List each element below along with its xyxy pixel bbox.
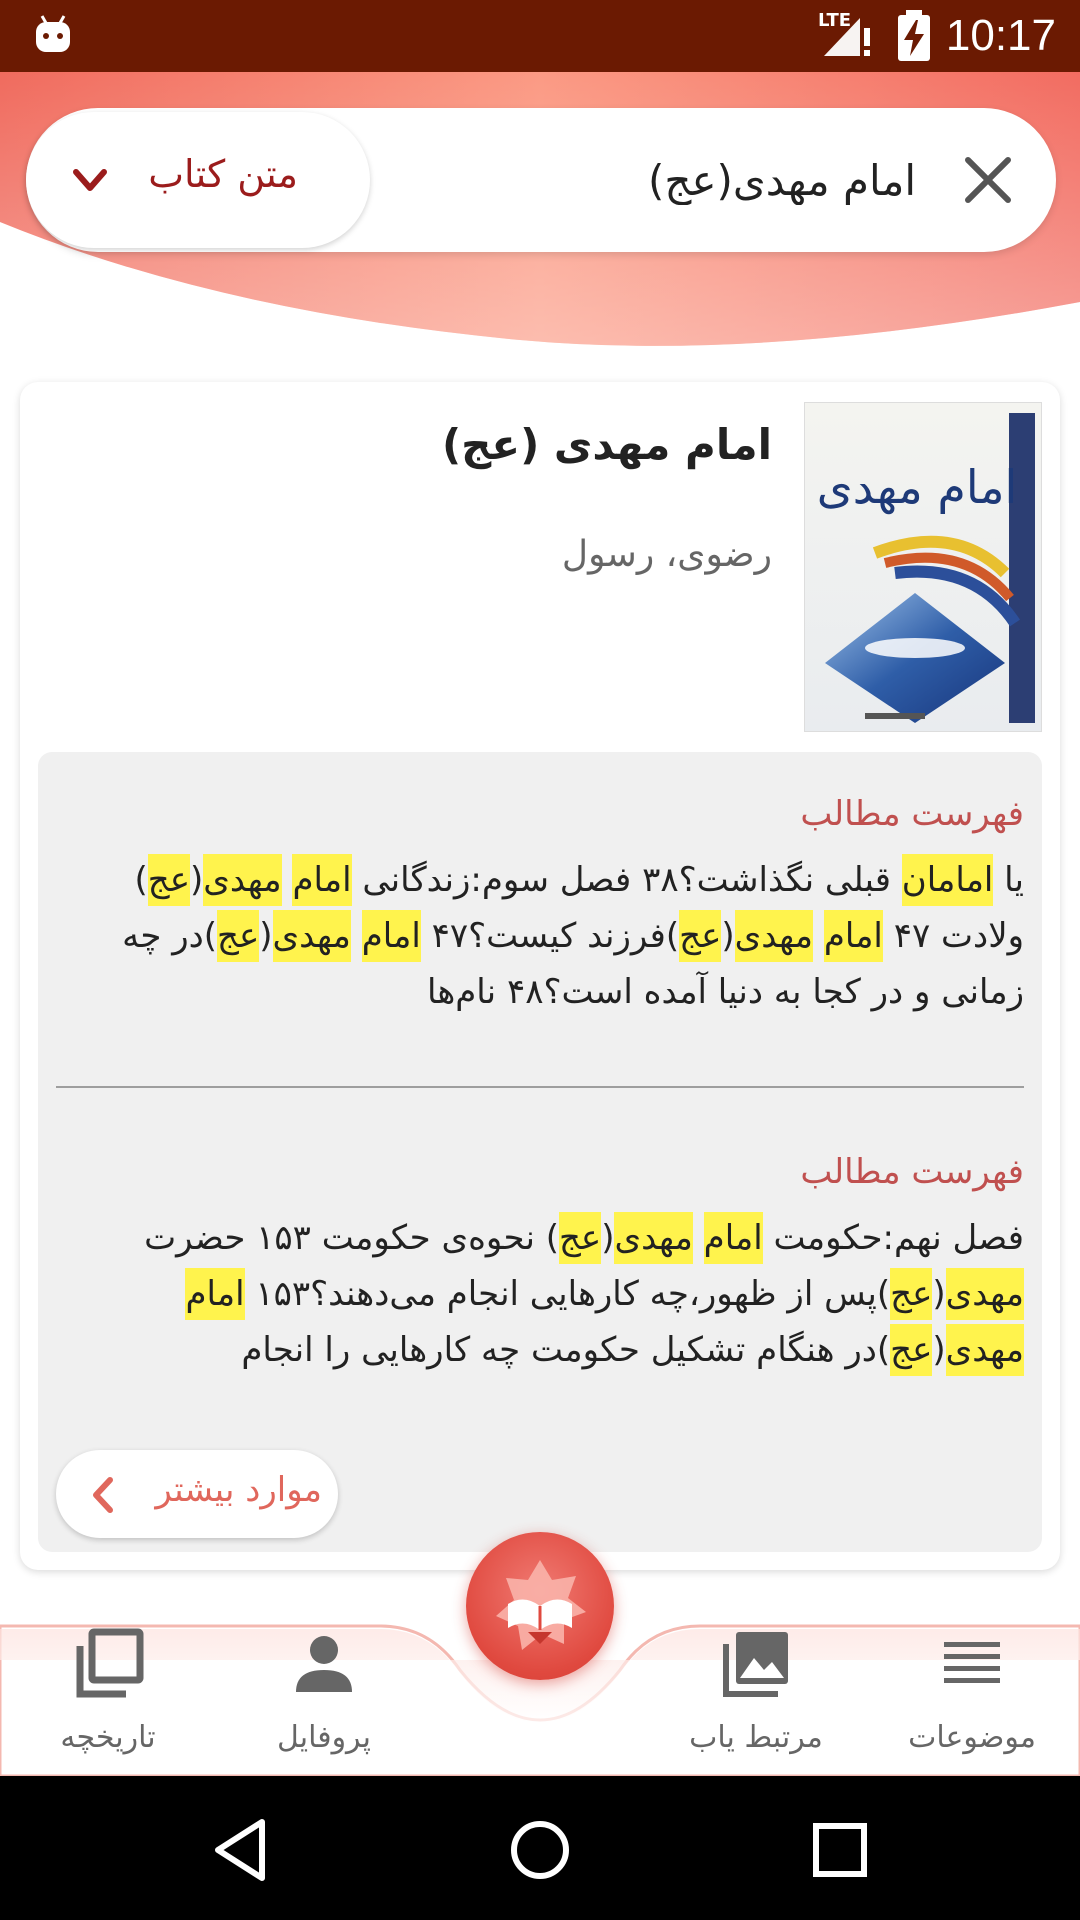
battery-charging-icon (896, 10, 932, 62)
search-matches-box (38, 752, 1042, 1552)
photo-library-icon (720, 1628, 792, 1700)
match-heading: فهرست مطالب (800, 1152, 1024, 1192)
snippet-text: ) ولادت ۴۷ (134, 860, 1024, 956)
divider (56, 1086, 1024, 1088)
highlighted-term: مهدی (273, 910, 351, 962)
cover-title: امام مهدی (816, 460, 1018, 514)
snippet-text: )فرزند کیست؟۴۷ (420, 916, 680, 956)
book-star-icon (488, 1554, 592, 1658)
signal-icon (820, 14, 876, 58)
highlighted-term: مهدی (614, 1212, 692, 1264)
snippet-text (351, 916, 362, 956)
nav-history[interactable] (8, 1628, 208, 1768)
book-cover-image[interactable] (804, 402, 1042, 732)
snippet-text: قبلی نگذاشت؟۳۸ فصل سوم:زندگانی (351, 860, 902, 900)
match-heading: فهرست مطالب (800, 794, 1024, 834)
menu-lines-icon (936, 1628, 1008, 1700)
more-results-label: موارد بیشتر (155, 1470, 322, 1510)
highlighted-term: مهدی (946, 1268, 1024, 1320)
snippet-text: )پس از ظهور،چه کارهایی انجام می‌دهند؟۱۵۳ (244, 1274, 891, 1314)
history-copy-icon (72, 1628, 144, 1700)
search-bar (26, 108, 1056, 252)
snippet-text: ( (190, 860, 204, 900)
highlighted-term: عج (890, 1324, 932, 1376)
highlighted-term: مهدی (946, 1324, 1024, 1376)
match-snippet (84, 852, 1024, 1020)
person-icon (288, 1628, 360, 1700)
snippet-text: ( (932, 1274, 946, 1314)
home-circle-icon[interactable] (500, 1810, 580, 1890)
highlighted-term: امام (185, 1268, 244, 1320)
network-type-label: LTE (818, 10, 852, 31)
book-title[interactable]: امام مهدی (عج) (441, 420, 772, 469)
match-snippet (84, 1210, 1024, 1378)
search-filter-label: متن کتاب (148, 152, 298, 196)
chevron-left-icon (90, 1476, 116, 1514)
snippet-text (693, 1218, 704, 1258)
snippet-text: ( (259, 916, 273, 956)
nav-history-label: تاریخچه (60, 1720, 156, 1755)
book-cover-art (805, 403, 1042, 732)
home-library-button[interactable] (466, 1532, 614, 1680)
snippet-text: ( (601, 1218, 615, 1258)
nav-related[interactable] (656, 1628, 856, 1768)
recents-square-icon[interactable] (800, 1810, 880, 1890)
highlighted-term: عج (890, 1268, 932, 1320)
highlighted-term: امام (292, 854, 351, 906)
book-result-card[interactable] (20, 382, 1060, 1570)
snippet-text: ) نحوه‌ی حکومت ۱۵۳ حضرت (144, 1218, 559, 1258)
snippet-text (813, 916, 824, 956)
status-time: 10:17 (945, 11, 1056, 60)
highlighted-term: مهدی (203, 854, 281, 906)
highlighted-term: عج (559, 1212, 601, 1264)
highlighted-term: عج (679, 910, 721, 962)
system-navigation-bar (0, 1776, 1080, 1920)
snippet-text: ( (932, 1330, 946, 1370)
snippet-text: یا (993, 860, 1024, 900)
book-author: رضوی، رسول (561, 534, 772, 575)
highlighted-term: امام (704, 1212, 763, 1264)
android-notification-icon (34, 14, 72, 54)
nav-topics[interactable] (872, 1628, 1072, 1768)
highlighted-term: امام (362, 910, 421, 962)
snippet-text: ( (721, 916, 735, 956)
close-icon[interactable] (960, 152, 1016, 208)
nav-topics-label: موضوعات (908, 1720, 1036, 1755)
highlighted-term: عج (148, 854, 190, 906)
highlighted-term: مهدی (735, 910, 813, 962)
chevron-down-icon (70, 166, 110, 196)
nav-profile[interactable] (224, 1628, 424, 1768)
highlighted-term: امام (824, 910, 883, 962)
more-results-button[interactable] (56, 1450, 338, 1538)
search-filter-dropdown[interactable] (26, 112, 370, 248)
status-bar (0, 0, 1080, 72)
search-input[interactable] (496, 138, 916, 222)
nav-related-label: مرتبط یاب (689, 1720, 823, 1755)
snippet-text: )در چه زمانی و در کجا به دنیا آمده است؟۴۸ نام‌ها (122, 916, 1024, 1012)
highlighted-term: عج (217, 910, 259, 962)
back-icon[interactable] (200, 1810, 280, 1890)
snippet-text: فصل نهم:حکومت (762, 1218, 1024, 1258)
nav-profile-label: پروفایل (277, 1720, 371, 1755)
snippet-text: )در هنگام تشکیل حکومت چه کارهایی را انجام (241, 1330, 891, 1370)
highlighted-term: امامان (902, 854, 994, 906)
snippet-text (282, 860, 293, 900)
